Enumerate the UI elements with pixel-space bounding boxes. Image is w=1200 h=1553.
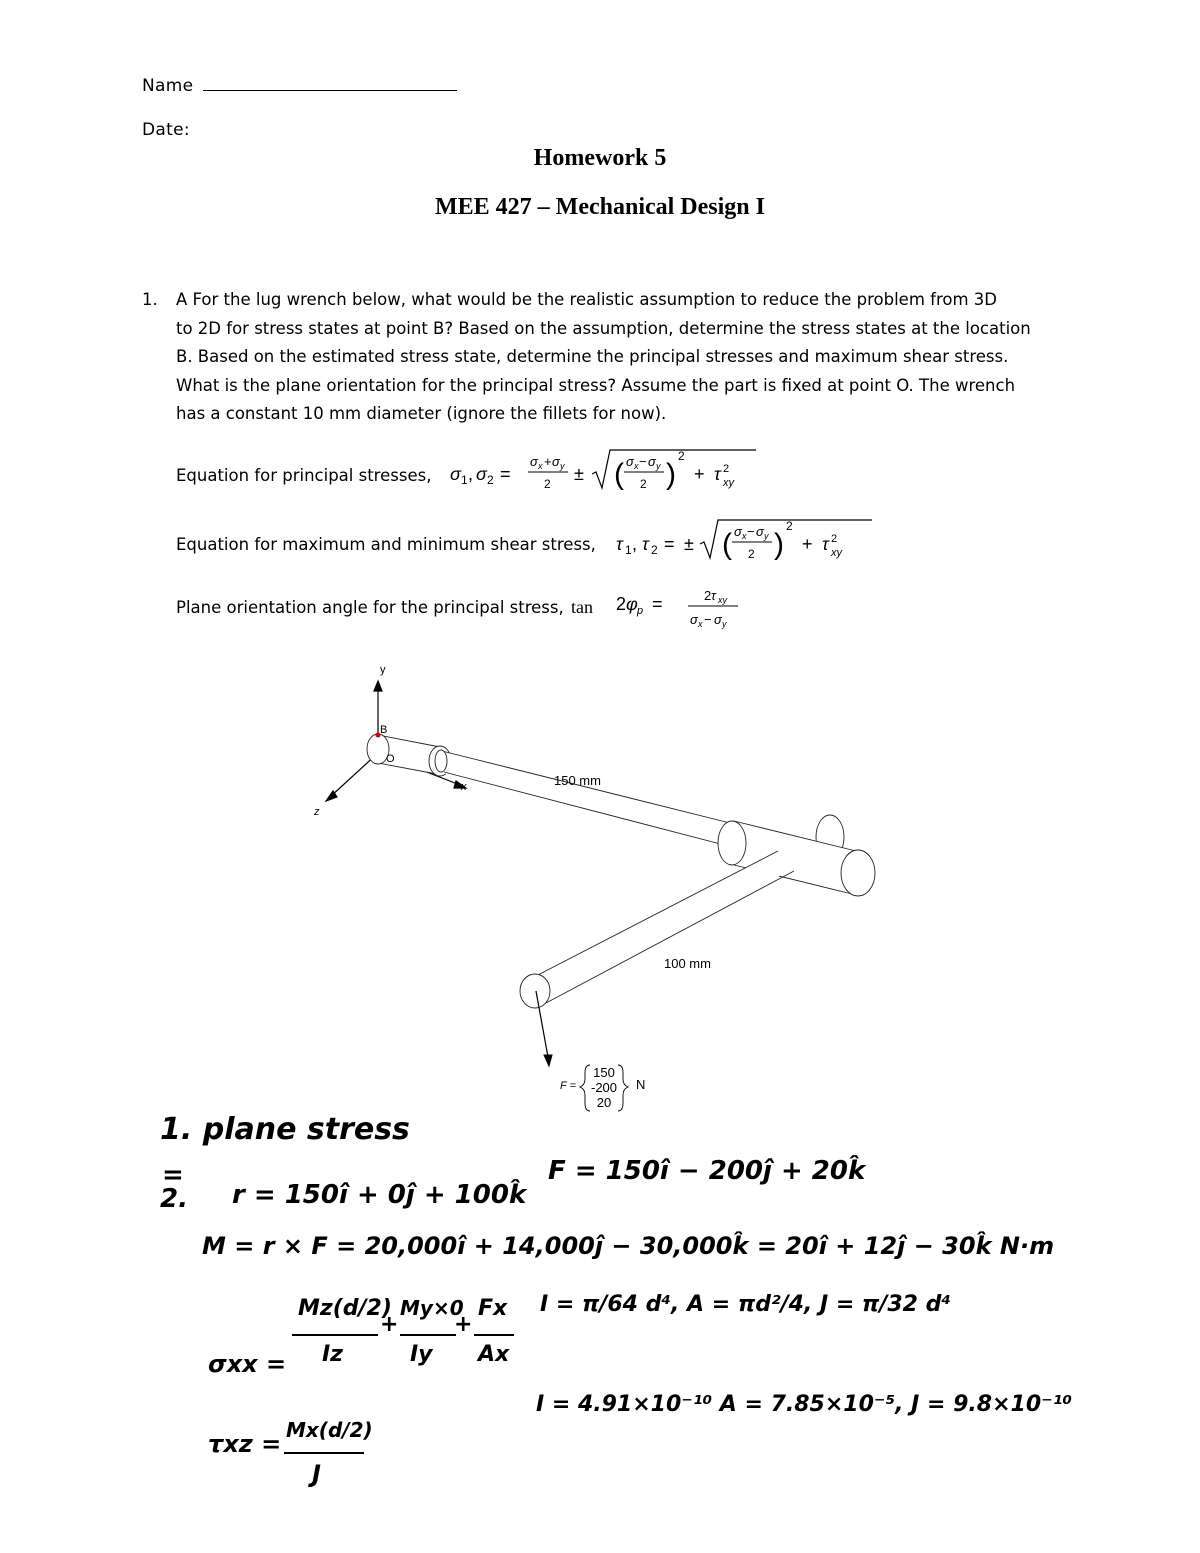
svg-text:−: − <box>747 524 755 539</box>
question-line: has a constant 10 mm diameter (ignore the fillets for now). <box>176 404 667 423</box>
svg-text:xy: xy <box>831 547 842 559</box>
svg-text:τ: τ <box>711 588 716 603</box>
principal-equation-label: Equation for principal stresses, <box>176 466 432 485</box>
term-mz-numerator: Mz(d/2) <box>298 1296 392 1321</box>
svg-text:2: 2 <box>704 588 712 603</box>
svg-text:,: , <box>632 534 638 554</box>
long-arm-dimension: 150 mm <box>554 773 601 788</box>
short-arm <box>520 851 794 1008</box>
svg-text:+: + <box>802 534 813 554</box>
svg-text:x: x <box>742 531 747 541</box>
svg-text:−: − <box>704 612 712 627</box>
svg-text:y: y <box>722 619 727 629</box>
handwritten-tau-denominator: J <box>312 1460 321 1488</box>
svg-text:,: , <box>468 464 474 484</box>
fraction-bar <box>400 1334 456 1336</box>
svg-text:−: − <box>639 454 647 469</box>
svg-text:2: 2 <box>723 463 730 475</box>
svg-text:σ: σ <box>734 524 742 539</box>
svg-text:φ: φ <box>626 594 638 614</box>
handwritten-position-vector: r = 150î + 0ĵ + 100k̂ <box>232 1180 527 1210</box>
svg-text:=: = <box>664 534 675 554</box>
point-o-label: O <box>386 753 395 765</box>
question-line: to 2D for stress states at point B? Based on the assumption, determine the stress states at the location <box>176 318 1031 338</box>
angle-label-text: Plane orientation angle for the principal stress, <box>176 598 564 617</box>
force-arrowhead <box>544 1055 552 1066</box>
force-right-brace <box>618 1065 628 1111</box>
term-ax-denominator: Ax <box>478 1342 510 1367</box>
svg-text:1: 1 <box>625 543 632 557</box>
svg-text:(: ( <box>722 528 732 561</box>
question-text <box>176 286 1076 429</box>
force-left-brace <box>580 1065 590 1111</box>
svg-text:): ) <box>774 528 784 561</box>
svg-text:=: = <box>500 464 511 484</box>
svg-text:2: 2 <box>651 543 658 557</box>
svg-text:2: 2 <box>640 477 647 491</box>
force-component-y: -200 <box>590 1080 618 1095</box>
svg-text:): ) <box>666 458 676 491</box>
shear-equation-label: Equation for maximum and minimum shear stress, <box>176 535 596 554</box>
svg-text:2: 2 <box>831 533 838 545</box>
force-symbol: F = <box>560 1080 577 1092</box>
svg-text:2: 2 <box>487 473 494 487</box>
z-axis-label: z <box>314 806 320 818</box>
lug-wrench-figure <box>300 655 900 1115</box>
svg-text:x: x <box>698 619 703 629</box>
svg-text:xy: xy <box>723 477 734 489</box>
fraction-bar <box>284 1452 364 1454</box>
svg-text:σ: σ <box>714 612 722 627</box>
svg-text:1: 1 <box>461 473 468 487</box>
name-field <box>142 76 457 96</box>
fraction-bar <box>474 1334 514 1336</box>
shear-stress-formula <box>612 514 882 566</box>
term-fx-numerator: Fx <box>478 1296 508 1321</box>
handwritten-step-2: 2. <box>160 1184 188 1214</box>
svg-text:σ: σ <box>626 454 634 469</box>
svg-text:y: y <box>656 461 661 471</box>
point-b-label: B <box>380 724 388 736</box>
handwritten-section-properties: I = π/64 d⁴, A = πd²/4, J = π/32 d⁴ <box>540 1292 952 1317</box>
svg-text:x: x <box>634 461 639 471</box>
svg-text:τ: τ <box>714 464 721 484</box>
handwritten-moment: M = r × F = 20,000î + 14,000ĵ − 30,000k̂ = 20î + 12ĵ − 30k̂ N·m <box>202 1232 1055 1260</box>
svg-text:xy: xy <box>718 595 727 605</box>
svg-text:2: 2 <box>678 449 685 463</box>
svg-text:τ: τ <box>616 534 623 554</box>
svg-text:+: + <box>544 454 552 469</box>
plus-sign: + <box>454 1312 473 1337</box>
x-axis-label: x <box>461 781 467 793</box>
homework-title: Homework 5 <box>533 145 667 171</box>
handwritten-section-values: I = 4.91×10⁻¹⁰ A = 7.85×10⁻⁵, J = 9.8×10⁻¹⁰ <box>536 1392 1073 1417</box>
handwritten-eq-mark: = <box>162 1160 184 1190</box>
svg-text:y: y <box>560 461 565 471</box>
tan-text: tan <box>570 597 593 617</box>
date-label: Date: <box>142 120 190 140</box>
y-axis-arrowhead <box>374 681 382 691</box>
name-label: Name <box>142 76 194 96</box>
force-unit: N <box>636 1077 646 1092</box>
svg-text:±: ± <box>574 464 584 484</box>
svg-text:2: 2 <box>748 547 755 561</box>
angle-formula <box>612 580 752 632</box>
handwritten-tau-numerator: Mx(d/2) <box>286 1418 373 1442</box>
svg-text:σ: σ <box>476 464 487 484</box>
force-component-x: 150 <box>593 1065 615 1080</box>
name-underline <box>203 90 457 91</box>
svg-text:τ: τ <box>642 534 649 554</box>
svg-text:τ: τ <box>822 534 829 554</box>
svg-text:=: = <box>652 594 663 614</box>
angle-equation-label <box>176 597 593 618</box>
term-iz-denominator: Iz <box>322 1342 343 1367</box>
question-line: What is the plane orientation for the principal stress? Assume the part is fixed at point O. The wrench <box>176 375 1016 395</box>
svg-text:2: 2 <box>544 477 551 491</box>
force-component-z: 20 <box>596 1095 612 1110</box>
svg-text:σ: σ <box>552 454 560 469</box>
term-my-numerator: My×0 <box>400 1296 464 1320</box>
long-arm <box>435 750 732 847</box>
handwritten-force-vector: F = 150î − 200ĵ + 20k̂ <box>548 1156 866 1186</box>
fraction-bar <box>292 1334 378 1336</box>
svg-text:σ: σ <box>756 524 764 539</box>
svg-text:σ: σ <box>530 454 538 469</box>
svg-text:(: ( <box>614 458 624 491</box>
svg-text:σ: σ <box>450 464 461 484</box>
svg-text:σ: σ <box>690 612 698 627</box>
short-arm-dimension: 100 mm <box>664 956 711 971</box>
svg-text:x: x <box>538 461 543 471</box>
question-line: A For the lug wrench below, what would be the realistic assumption to reduce the problem from 3D <box>176 290 997 309</box>
handwritten-line-1: 1. plane stress <box>160 1112 410 1147</box>
plus-sign: + <box>380 1312 399 1337</box>
svg-text:σ: σ <box>648 454 656 469</box>
handwritten-sigma-label: σxx = <box>208 1350 287 1378</box>
question-line: B. Based on the estimated stress state, determine the principal stresses and maximum shear stress. <box>176 347 1009 366</box>
svg-text:y: y <box>764 531 769 541</box>
handwritten-tau-label: τxz = <box>208 1430 282 1458</box>
svg-text:2: 2 <box>616 594 627 614</box>
svg-text:p: p <box>637 605 644 617</box>
term-iy-denominator: Iy <box>410 1342 433 1367</box>
y-axis-label: y <box>380 664 386 676</box>
svg-text:2: 2 <box>786 519 793 533</box>
svg-text:+: + <box>694 464 705 484</box>
question-number: 1. <box>142 290 158 309</box>
svg-text:±: ± <box>684 534 694 554</box>
principal-stress-formula <box>446 444 766 496</box>
handwritten-sigma-terms <box>292 1296 532 1396</box>
course-title: MEE 427 – Mechanical Design I <box>435 194 765 220</box>
